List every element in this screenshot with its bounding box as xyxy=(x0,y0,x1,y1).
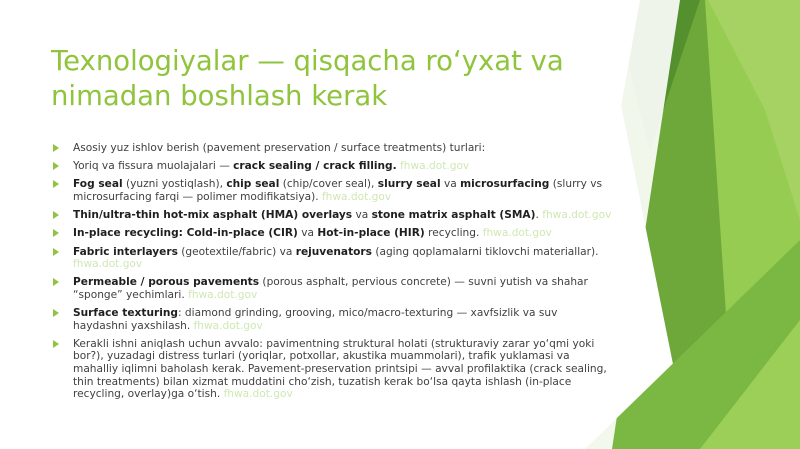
citation-link[interactable]: fhwa.dot.gov xyxy=(482,227,552,240)
bullet-arrow-icon xyxy=(53,211,59,219)
bullet-arrow-icon xyxy=(53,162,59,170)
bullet-text: va xyxy=(297,227,318,240)
bullet-item xyxy=(52,338,612,401)
bullet-arrow-icon xyxy=(53,180,59,188)
bullet-bold-text: rejuvenators xyxy=(295,245,372,258)
bullet-arrow-icon xyxy=(53,229,59,237)
bullet-bold-text: Fog seal xyxy=(73,178,123,191)
bullet-bold-text: Fabric interlayers xyxy=(73,245,178,258)
bullet-text: recycling. xyxy=(424,227,483,240)
bullet-bold-text: crack sealing / crack filling. xyxy=(233,160,397,173)
citation-link[interactable]: fhwa.dot.gov xyxy=(542,209,612,222)
bullet-bold-text: microsurfacing xyxy=(460,178,550,191)
bullet-text: (porous asphalt, pervious concrete) — suvni yutish va shahar “sponge” yechimlari. xyxy=(73,276,588,301)
bullet-text: (yuzni yostiqlash), xyxy=(122,178,227,191)
bullet-item xyxy=(52,160,612,173)
bullet-text: (chip/cover seal), xyxy=(279,178,378,191)
citation-link[interactable]: fhwa.dot.gov xyxy=(400,160,470,173)
bullet-bold-text: Hot-in-place (HIR) xyxy=(317,227,425,240)
citation-link[interactable]: fhwa.dot.gov xyxy=(188,288,258,301)
bullet-bold-text: Permeable / porous pavements xyxy=(73,276,260,289)
bullet-item xyxy=(52,307,612,332)
bullet-text: Kerakli ishni aniqlash uchun avvalo: pavimentning struktural holati (strukturaviy zarar yo‘qmi yoki bor?), yuzadagi distress turlari (yoriqlar, potxollar, akustika muammolari), trafik yuklamasi va mahalliy iqlimni baholash kerak. Pavement-preservation printsipi — avval profilaktika (crack sealing, thin treatments) bilan xizmat muddatini cho‘zish, tuzatish kerak bo‘lsa qayta ishlash (in-place recycling, overlay)ga o‘tish. xyxy=(73,337,607,401)
bullet-text: va xyxy=(440,178,461,191)
bullet-item xyxy=(52,276,612,301)
bullet-item xyxy=(52,178,612,203)
bullet-text: va xyxy=(352,209,372,222)
bullet-text: (aging qoplamalarni tiklovchi materiallar). xyxy=(371,245,599,258)
bullet-item xyxy=(52,142,612,155)
bullet-bold-text: Surface texturing xyxy=(73,307,178,320)
bullet-bold-text: Thin/ultra-thin hot-mix asphalt (HMA) overlays xyxy=(73,209,353,222)
bullet-arrow-icon xyxy=(53,309,59,317)
bullet-text: (slurry vs microsurfacing farqi — polimer modifikatsiya). xyxy=(73,178,603,203)
bullet-arrow-icon xyxy=(53,278,59,286)
bullet-text: : diamond grinding, grooving, mico/macro-texturing — xavfsizlik va suv haydashni yaxshilash. xyxy=(73,307,558,332)
bullet-text: Asosiy yuz ishlov berish (pavement preservation / surface treatments) turlari: xyxy=(73,142,486,154)
bullet-bold-text: stone matrix asphalt (SMA) xyxy=(371,209,536,222)
bullet-text: Yoriq va fissura muolajalari — xyxy=(73,160,234,173)
bullet-arrow-icon xyxy=(53,340,59,348)
bullet-text: . xyxy=(535,209,543,222)
bullet-item xyxy=(52,246,612,271)
bullet-item xyxy=(52,227,612,240)
slide-title: Texnologiyalar — qisqacha ro‘yxat va nimadan boshlash kerak xyxy=(51,45,564,112)
bullet-arrow-icon xyxy=(53,248,59,256)
citation-link[interactable]: fhwa.dot.gov xyxy=(223,388,293,401)
bullet-arrow-icon xyxy=(53,144,59,152)
citation-link[interactable]: fhwa.dot.gov xyxy=(73,258,143,271)
bullet-item xyxy=(52,209,612,222)
bullet-text: (geotextile/fabric) va xyxy=(177,245,296,258)
bullet-list xyxy=(52,142,612,406)
bullet-bold-text: chip seal xyxy=(226,178,280,191)
bullet-bold-text: In-place recycling: Cold-in-place (CIR) xyxy=(73,227,298,240)
citation-link[interactable]: fhwa.dot.gov xyxy=(193,319,263,332)
citation-link[interactable]: fhwa.dot.gov xyxy=(321,190,392,203)
bullet-bold-text: slurry seal xyxy=(377,178,441,191)
